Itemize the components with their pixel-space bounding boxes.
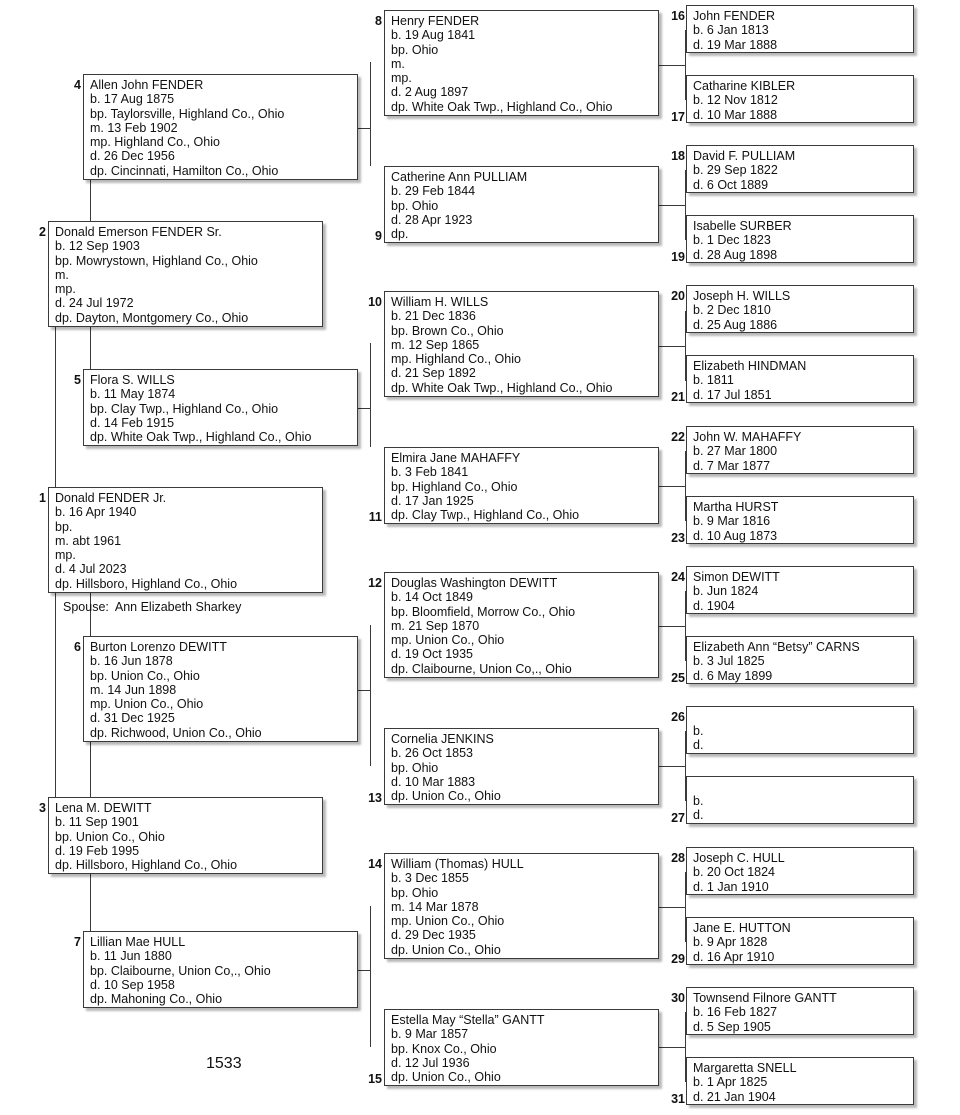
person-name: Donald FENDER Jr. xyxy=(55,491,167,505)
person-detail: d. 10 Aug 1873 xyxy=(693,528,778,543)
person-detail: b. 3 Dec 1855 xyxy=(391,871,469,886)
person-detail: d. 28 Apr 1923 xyxy=(391,212,473,227)
person-detail: bp. Mowrystown, Highland Co., Ohio xyxy=(55,253,258,268)
person-detail: d. 24 Jul 1972 xyxy=(55,296,134,311)
person-number: 10 xyxy=(368,295,382,309)
person-name: William (Thomas) HULL xyxy=(391,857,524,871)
person-detail: bp. Claibourne, Union Co,., Ohio xyxy=(90,963,271,978)
person-name: John W. MAHAFFY xyxy=(693,430,802,444)
person-detail: bp. xyxy=(55,519,73,534)
person-detail: b. 14 Oct 1849 xyxy=(391,590,474,605)
person-box-23[interactable] xyxy=(686,496,914,544)
person-name: Estella May “Stella” GANTT xyxy=(391,1013,545,1027)
person-box-14[interactable] xyxy=(384,853,659,959)
person-detail: bp. Clay Twp., Highland Co., Ohio xyxy=(90,401,279,416)
person-detail: dp. Richwood, Union Co., Ohio xyxy=(90,725,262,740)
person-number: 18 xyxy=(671,149,685,163)
person-detail: b. Jun 1824 xyxy=(693,584,759,599)
person-detail: bp. Union Co., Ohio xyxy=(55,829,165,844)
person-detail: d. 1904 xyxy=(693,598,735,613)
person-detail: mp. Union Co., Ohio xyxy=(391,633,505,648)
person-detail: bp. Ohio xyxy=(391,760,439,775)
person-detail: b. xyxy=(693,794,704,808)
person-number: 2 xyxy=(39,225,46,239)
person-name: Catherine Ann PULLIAM xyxy=(391,170,528,184)
person-detail: d. 29 Dec 1935 xyxy=(391,928,476,943)
person-detail: dp. Union Co., Ohio xyxy=(391,1070,501,1085)
person-detail: d. 6 Oct 1889 xyxy=(693,177,769,192)
person-name: Burton Lorenzo DEWITT xyxy=(90,640,227,654)
person-number: 5 xyxy=(74,373,81,387)
person-number: 16 xyxy=(671,9,685,23)
person-box-31[interactable] xyxy=(686,1057,914,1105)
person-number: 14 xyxy=(368,857,382,871)
person-detail: mp. xyxy=(55,548,76,563)
person-name: Jane E. HUTTON xyxy=(693,921,791,935)
person-detail: mp. xyxy=(55,282,76,297)
person-detail: dp. Dayton, Montgomery Co., Ohio xyxy=(55,310,249,325)
person-detail: d. 28 Aug 1898 xyxy=(693,247,778,262)
person-number: 11 xyxy=(368,510,382,524)
person-box-20[interactable] xyxy=(686,285,914,333)
page-number: 1533 xyxy=(206,1055,242,1072)
person-name: Isabelle SURBER xyxy=(693,219,792,233)
connector-line xyxy=(370,343,371,447)
person-detail: b. 3 Feb 1841 xyxy=(391,465,469,480)
person-detail: mp. Highland Co., Ohio xyxy=(90,135,220,150)
person-box-26[interactable] xyxy=(686,706,914,754)
person-number: 29 xyxy=(671,952,685,966)
person-number: 30 xyxy=(671,991,685,1005)
person-detail: d. 19 Feb 1995 xyxy=(55,843,140,858)
person-detail: d. 1 Jan 1910 xyxy=(693,879,769,894)
person-box-21[interactable] xyxy=(686,355,914,403)
person-detail: dp. xyxy=(391,227,409,242)
person-name: Henry FENDER xyxy=(391,14,480,28)
connector-line xyxy=(90,327,91,369)
person-detail: d. 10 Mar 1888 xyxy=(693,107,778,122)
person-name: Donald Emerson FENDER Sr. xyxy=(55,225,222,239)
person-detail: m. 21 Sep 1870 xyxy=(391,618,480,633)
spouse-line xyxy=(63,600,241,614)
person-detail: d. 2 Aug 1897 xyxy=(391,85,469,100)
person-number: 1 xyxy=(39,491,46,505)
person-box-6[interactable] xyxy=(83,636,358,742)
person-number: 13 xyxy=(368,791,382,805)
person-detail: b. 16 Feb 1827 xyxy=(693,1005,778,1020)
person-detail: d. 4 Jul 2023 xyxy=(55,562,127,577)
person-detail: d. 6 May 1899 xyxy=(693,668,773,683)
person-detail: b. xyxy=(693,724,704,738)
person-box-30[interactable] xyxy=(686,987,914,1035)
person-detail: b. 20 Oct 1824 xyxy=(693,865,776,880)
connector-line xyxy=(357,408,370,409)
person-number: 19 xyxy=(671,250,685,264)
person-box-7[interactable] xyxy=(83,931,358,1008)
person-detail: b. 12 Sep 1903 xyxy=(55,239,140,254)
person-detail: mp. Union Co., Ohio xyxy=(391,914,505,929)
connector-line xyxy=(90,742,91,797)
person-name: Simon DEWITT xyxy=(693,570,780,584)
person-box-29[interactable] xyxy=(686,917,914,965)
person-detail: d. 14 Feb 1915 xyxy=(90,415,175,430)
person-detail: b. 3 Jul 1825 xyxy=(693,654,765,669)
person-detail: d. xyxy=(693,808,704,823)
spouse-name: Ann Elizabeth Sharkey xyxy=(114,600,242,614)
person-detail: b. 11 Sep 1901 xyxy=(55,815,139,830)
person-name: Catharine KIBLER xyxy=(693,79,796,93)
person-detail: m. 14 Jun 1898 xyxy=(90,682,177,697)
person-detail: d. 10 Sep 1958 xyxy=(90,977,175,992)
person-number: 4 xyxy=(74,78,81,92)
person-number: 9 xyxy=(375,229,382,243)
person-number: 28 xyxy=(671,851,685,865)
connector-line xyxy=(357,690,370,691)
person-detail: d. xyxy=(693,738,704,753)
person-detail: d. 5 Sep 1905 xyxy=(693,1019,771,1034)
person-detail: b. 12 Nov 1812 xyxy=(693,93,778,108)
person-detail: d. 31 Dec 1925 xyxy=(90,711,175,726)
person-detail: b. 29 Feb 1844 xyxy=(391,184,476,199)
person-box-1[interactable] xyxy=(48,487,323,593)
person-detail: dp. Claibourne, Union Co,., Ohio xyxy=(391,661,572,676)
connector-line xyxy=(357,128,370,129)
person-box-18[interactable] xyxy=(686,145,914,193)
person-number: 12 xyxy=(368,576,382,590)
person-detail: m. 14 Mar 1878 xyxy=(391,899,479,914)
person-detail: dp. Cincinnati, Hamilton Co., Ohio xyxy=(90,163,279,178)
person-number: 7 xyxy=(74,935,81,949)
person-detail: d. 17 Jan 1925 xyxy=(391,493,474,508)
person-detail: b. 29 Sep 1822 xyxy=(693,163,778,178)
person-number: 25 xyxy=(671,671,685,685)
person-detail: dp. White Oak Twp., Highland Co., Ohio xyxy=(391,99,613,114)
person-number: 21 xyxy=(671,390,685,404)
person-detail: b. 2 Dec 1810 xyxy=(693,303,771,318)
person-detail: b. 1811 xyxy=(693,373,734,388)
person-number: 3 xyxy=(39,801,46,815)
person-box-4[interactable] xyxy=(83,74,358,180)
person-detail: bp. Union Co., Ohio xyxy=(90,668,200,683)
person-detail: bp. Ohio xyxy=(391,198,439,213)
person-number: 27 xyxy=(671,811,685,825)
person-detail: d. 10 Mar 1883 xyxy=(391,774,476,789)
person-detail: m. xyxy=(55,267,69,282)
connector-line xyxy=(55,322,56,488)
person-box-24[interactable] xyxy=(686,566,914,614)
person-name: Elizabeth HINDMAN xyxy=(693,359,807,373)
person-box-9[interactable] xyxy=(384,166,659,243)
person-detail: d. 16 Apr 1910 xyxy=(693,949,775,964)
person-detail: m. abt 1961 xyxy=(55,533,122,548)
person-detail: bp. Bloomfield, Morrow Co., Ohio xyxy=(391,604,576,619)
person-number: 23 xyxy=(671,531,685,545)
connector-line xyxy=(90,874,91,931)
person-name: Townsend Filnore GANTT xyxy=(693,991,837,1005)
person-detail: dp. Hillsboro, Highland Co., Ohio xyxy=(55,858,238,873)
person-name xyxy=(693,780,907,794)
person-detail: b. 17 Aug 1875 xyxy=(90,92,175,107)
person-detail: mp. Highland Co., Ohio xyxy=(391,352,521,367)
person-detail: bp. Ohio xyxy=(391,885,439,900)
person-box-5[interactable] xyxy=(83,369,358,446)
person-box-13[interactable] xyxy=(384,728,659,805)
spouse-label: Spouse: xyxy=(63,600,109,614)
person-number: 15 xyxy=(368,1072,382,1086)
person-detail: bp. Highland Co., Ohio xyxy=(391,479,518,494)
person-number: 24 xyxy=(671,570,685,584)
person-detail: dp. Mahoning Co., Ohio xyxy=(90,992,223,1007)
person-box-19[interactable] xyxy=(686,215,914,263)
person-number: 20 xyxy=(671,289,685,303)
person-name: John FENDER xyxy=(693,9,775,23)
person-detail: m. 13 Feb 1902 xyxy=(90,120,178,135)
person-name: Joseph H. WILLS xyxy=(693,289,791,303)
person-box-8[interactable] xyxy=(384,10,659,116)
connector-line xyxy=(659,766,685,767)
person-name: Elizabeth Ann “Betsy” CARNS xyxy=(693,640,860,654)
connector-line xyxy=(370,625,371,766)
connector-line xyxy=(370,906,371,1047)
person-detail: dp. Hillsboro, Highland Co., Ohio xyxy=(55,576,238,591)
person-detail: d. 12 Jul 1936 xyxy=(391,1055,470,1070)
person-name: Douglas Washington DEWITT xyxy=(391,576,558,590)
connector-line xyxy=(659,346,685,347)
person-name: Lena M. DEWITT xyxy=(55,801,152,815)
person-box-10[interactable] xyxy=(384,291,659,397)
person-detail: m. xyxy=(391,56,405,71)
person-detail: dp. Clay Twp., Highland Co., Ohio xyxy=(391,508,580,523)
person-name: Margaretta SNELL xyxy=(693,1061,797,1075)
person-detail: bp. Knox Co., Ohio xyxy=(391,1041,497,1056)
person-number: 8 xyxy=(375,14,382,28)
person-number: 22 xyxy=(671,430,685,444)
person-box-17[interactable] xyxy=(686,75,914,123)
person-name: Flora S. WILLS xyxy=(90,373,175,387)
person-box-15[interactable] xyxy=(384,1009,659,1086)
person-box-27[interactable] xyxy=(686,776,914,824)
person-detail: b. 9 Mar 1857 xyxy=(391,1027,469,1042)
connector-line xyxy=(659,486,685,487)
person-name: Cornelia JENKINS xyxy=(391,732,494,746)
person-detail: m. 12 Sep 1865 xyxy=(391,337,480,352)
person-detail: dp. White Oak Twp., Highland Co., Ohio xyxy=(391,380,613,395)
person-detail: b. 1 Apr 1825 xyxy=(693,1075,768,1090)
person-detail: bp. Brown Co., Ohio xyxy=(391,323,504,338)
connector-line xyxy=(659,1047,685,1048)
person-box-22[interactable] xyxy=(686,426,914,474)
person-name: Martha HURST xyxy=(693,500,779,514)
person-detail: dp. White Oak Twp., Highland Co., Ohio xyxy=(90,430,312,445)
person-detail: b. 16 Apr 1940 xyxy=(55,505,137,520)
connector-line xyxy=(659,65,685,66)
person-detail: d. 21 Sep 1892 xyxy=(391,366,476,381)
connector-line xyxy=(659,205,685,206)
person-detail: b. 21 Dec 1836 xyxy=(391,309,476,324)
person-box-16[interactable] xyxy=(686,5,914,53)
person-box-12[interactable] xyxy=(384,572,659,678)
person-name: Lillian Mae HULL xyxy=(90,935,186,949)
connector-line xyxy=(55,593,56,797)
person-box-3[interactable] xyxy=(48,797,323,874)
person-name: David F. PULLIAM xyxy=(693,149,796,163)
person-detail: d. 19 Oct 1935 xyxy=(391,647,474,662)
person-detail: bp. Taylorsville, Highland Co., Ohio xyxy=(90,106,285,121)
person-number: 17 xyxy=(671,110,685,124)
person-detail: b. 9 Mar 1816 xyxy=(693,514,771,529)
person-name: William H. WILLS xyxy=(391,295,489,309)
person-number: 31 xyxy=(671,1092,685,1106)
person-detail: b. 26 Oct 1853 xyxy=(391,746,474,761)
connector-line xyxy=(659,626,685,627)
person-box-25[interactable] xyxy=(686,636,914,684)
person-detail: b. 1 Dec 1823 xyxy=(693,233,771,248)
person-detail: b. 11 Jun 1880 xyxy=(90,949,172,964)
person-detail: mp. xyxy=(391,71,412,86)
person-detail: d. 19 Mar 1888 xyxy=(693,37,778,52)
person-box-11[interactable] xyxy=(384,447,659,524)
person-detail: dp. Union Co., Ohio xyxy=(391,942,501,957)
person-detail: b. 9 Apr 1828 xyxy=(693,935,768,950)
person-detail: b. 11 May 1874 xyxy=(90,387,176,402)
person-detail: d. 25 Aug 1886 xyxy=(693,317,778,332)
person-name: Joseph C. HULL xyxy=(693,851,785,865)
person-detail: d. 21 Jan 1904 xyxy=(693,1089,776,1104)
person-box-2[interactable] xyxy=(48,221,323,327)
connector-line xyxy=(659,907,685,908)
connector-line xyxy=(90,180,91,221)
person-detail: b. 27 Mar 1800 xyxy=(693,444,778,459)
connector-line xyxy=(357,970,370,971)
person-detail: d. 17 Jul 1851 xyxy=(693,387,772,402)
person-name: Elmira Jane MAHAFFY xyxy=(391,451,521,465)
person-number: 26 xyxy=(671,710,685,724)
person-number: 6 xyxy=(74,640,81,654)
person-name: Allen John FENDER xyxy=(90,78,204,92)
person-detail: mp. Union Co., Ohio xyxy=(90,697,204,712)
person-detail: d. 26 Dec 1956 xyxy=(90,149,175,164)
person-name xyxy=(693,710,907,724)
person-detail: dp. Union Co., Ohio xyxy=(391,789,501,804)
person-detail: bp. Ohio xyxy=(391,42,439,57)
person-detail: b. 19 Aug 1841 xyxy=(391,28,476,43)
person-detail: b. 16 Jun 1878 xyxy=(90,654,173,669)
person-box-28[interactable] xyxy=(686,847,914,895)
connector-line xyxy=(370,62,371,166)
person-detail: b. 6 Jan 1813 xyxy=(693,23,769,38)
person-detail: d. 7 Mar 1877 xyxy=(693,458,771,473)
